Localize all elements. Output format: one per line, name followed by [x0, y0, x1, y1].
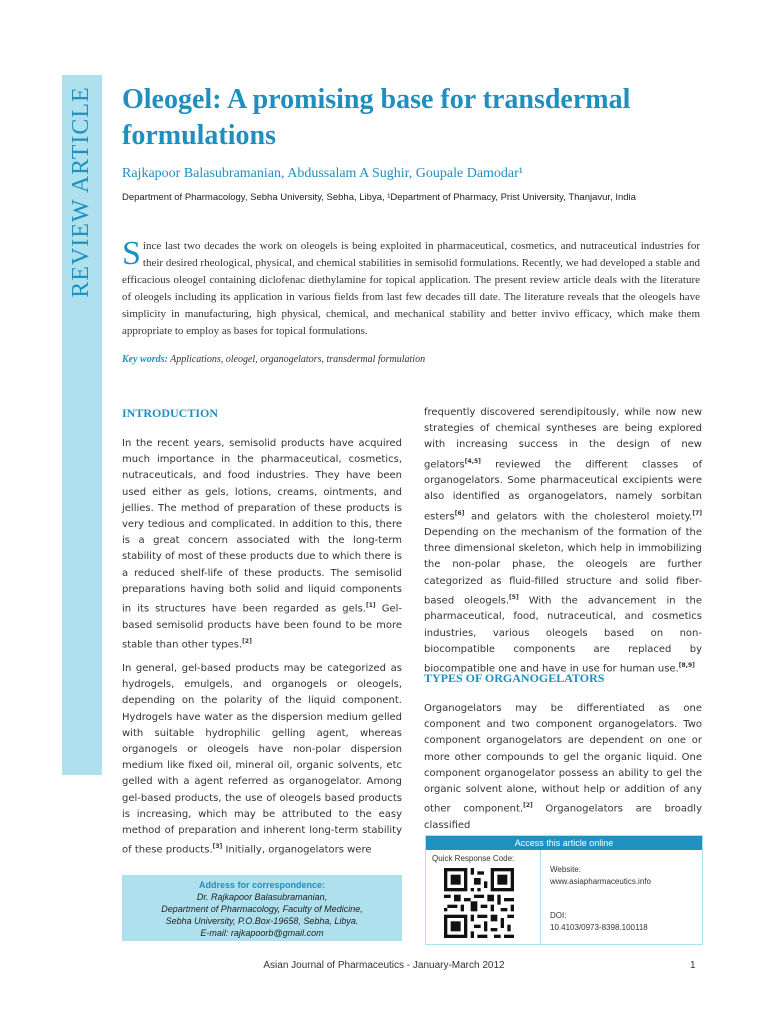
citation[interactable]: [6]: [454, 509, 465, 517]
types-paragraph-1: [424, 701, 702, 834]
right-p1-text-e: With the advancement in the pharmaceutical, food, nutraceutical, and cosmetics industries, various oleogels based on non-biocompatible components are replaced by biocompatible one and have in use for human use.: [424, 595, 703, 675]
access-heading: Access this article online: [426, 836, 702, 850]
article-title: Oleogel: A promising base for transdermal formulations: [122, 84, 631, 151]
right-p1-text-d: Depending on the mechanism of the formation of the three dimensional skeleton, which help in immobilizing the non-polar phase, the oleogels are further categorized as fluid-filled structure and solid fiber-based oleogels.: [424, 527, 702, 607]
citation[interactable]: [4,5]: [464, 457, 481, 465]
access-divider: [540, 850, 541, 944]
intro-p1-text-b: Gel-based semisolid products have been found to be more stable than other types.: [122, 603, 403, 651]
right-paragraph-1: [424, 405, 702, 678]
qr-code-icon[interactable]: [444, 868, 514, 938]
citation[interactable]: [8,9]: [678, 662, 695, 670]
right-p1-text-b: reviewed the different classes of organogelators. Some pharmaceutical excipients were also identified as organogelators, namely sorbitan esters: [424, 458, 702, 522]
types-p1-text-b: Organogelators are broadly classified: [424, 803, 702, 831]
intro-p2-text-a: In general, gel-based products may be categorized as hydrogels, emulgels, and organogels or oleogels, depending on the polarity of the liquid component. Hydrogels have water as the dispersion medium gelled with suitable hydrophilic gelling agent, whereas organogels or oleogels have non-polar dispersion medium like fixed oil, mineral oil, organic solvents, etc gelled with a agent referred as organogelator. Among gel-based products, the use of oleogels based products is increasing, which may be attributed to the easy method of preparation and inherent long-term stability of these products.: [122, 663, 402, 856]
citation[interactable]: [5]: [509, 593, 519, 601]
website-label: Website:: [550, 865, 581, 874]
correspondence-email[interactable]: E-mail: rajkapoorb@gmail.com: [200, 928, 324, 938]
intro-p2-text-b: Initially, organogelators were: [222, 844, 372, 856]
intro-paragraph-2: [122, 661, 402, 859]
introduction-heading: INTRODUCTION: [122, 406, 219, 420]
abstract-text: ince last two decades the work on oleogels is being exploited in pharmaceutical, cosmetics, and nutraceutical industries for their desired rheological, physical, and chemical stabilities in semisolid formulations. Recently, we had developed a stable and efficacious oleogel containing diclofenac diethylamine for topical application. The present review article deals with the literature of oleogels including its application in various fields from last few decades till date. The literature reveals that the oleogels have simplicity in manufacturing, high physical, chemical, and mechanical stability and better invivo efficacy, which make them appropriate to employ as bases for topical formulations.: [122, 240, 700, 337]
qr-label: Quick Response Code:: [432, 854, 515, 863]
citation[interactable]: [7]: [692, 509, 702, 517]
keywords: [122, 354, 425, 365]
citation[interactable]: [2]: [523, 802, 533, 810]
access-online-box: [425, 835, 703, 945]
abstract: [122, 235, 700, 340]
types-heading: TYPES OF ORGANOGELATORS: [424, 671, 605, 685]
keywords-label: Key words:: [122, 354, 168, 365]
right-p1-text-a: frequently discovered serendipitously, while now new strategies of chemical syntheses are being explored with increasing success in the design of new gelators: [424, 407, 702, 470]
article-type-label: REVIEW ARTICLE: [68, 86, 94, 298]
doi-label: DOI:: [550, 911, 567, 920]
intro-p1-text-a: In the recent years, semisolid products have acquired much importance in the pharmaceutical, cosmetics, nutraceuticals, and food industries. They have been used either as gels, lotions, creams, ointments, and jellies. The method of preparation of these products is very tedious and complicated. In addition to this, there is a great concern associated with the long-term stability of most of these products due to which there is a reduced shelf-life of these products. The semisolid preparations having both solid and liquid components in its structures have been regarded as gels.: [122, 438, 402, 615]
keywords-text: Applications, oleogel, organogelators, transdermal formulation: [170, 354, 426, 365]
correspondence-box: [122, 875, 402, 941]
page-number: 1: [690, 960, 696, 971]
citation[interactable]: [3]: [212, 843, 223, 851]
citation[interactable]: [2]: [242, 637, 252, 645]
citation[interactable]: [1]: [365, 602, 376, 610]
website-link[interactable]: www.asiapharmaceutics.info: [550, 877, 651, 886]
right-p1-text-c: and gelators with the cholesterol moiety.: [464, 510, 693, 522]
author-list: Rajkapoor Balasubramanian, Abdussalam A Sughir, Goupale Damodar¹: [122, 166, 524, 181]
correspondence-line: Dr. Rajkapoor Balasubramanian,: [196, 892, 328, 902]
intro-paragraph-1: [122, 436, 402, 653]
footer-journal: Asian Journal of Pharmaceutics - January-March 2012: [263, 960, 505, 971]
abstract-dropcap: S: [122, 235, 141, 272]
types-p1-text-a: Organogelators may be differentiated as one component and two component organogelators. Two component organogelators are dependent on one or more other compounds to gel the organic liquid. One component organogelator possess an ability to gel the organic solvent alone, without help or addition of any other component.: [424, 703, 702, 815]
correspondence-line: Sebha University, P.O.Box-19658, Sebha, Libya.: [165, 916, 359, 926]
affiliation: Department of Pharmacology, Sebha University, Sebha, Libya, ¹Department of Pharmacy, Prist University, Thanjavur, India: [122, 192, 636, 203]
doi-link[interactable]: 10.4103/0973-8398.100118: [550, 923, 648, 932]
correspondence-heading: Address for correspondence:: [198, 880, 326, 890]
correspondence-line: Department of Pharmacology, Faculty of Medicine,: [161, 904, 363, 914]
